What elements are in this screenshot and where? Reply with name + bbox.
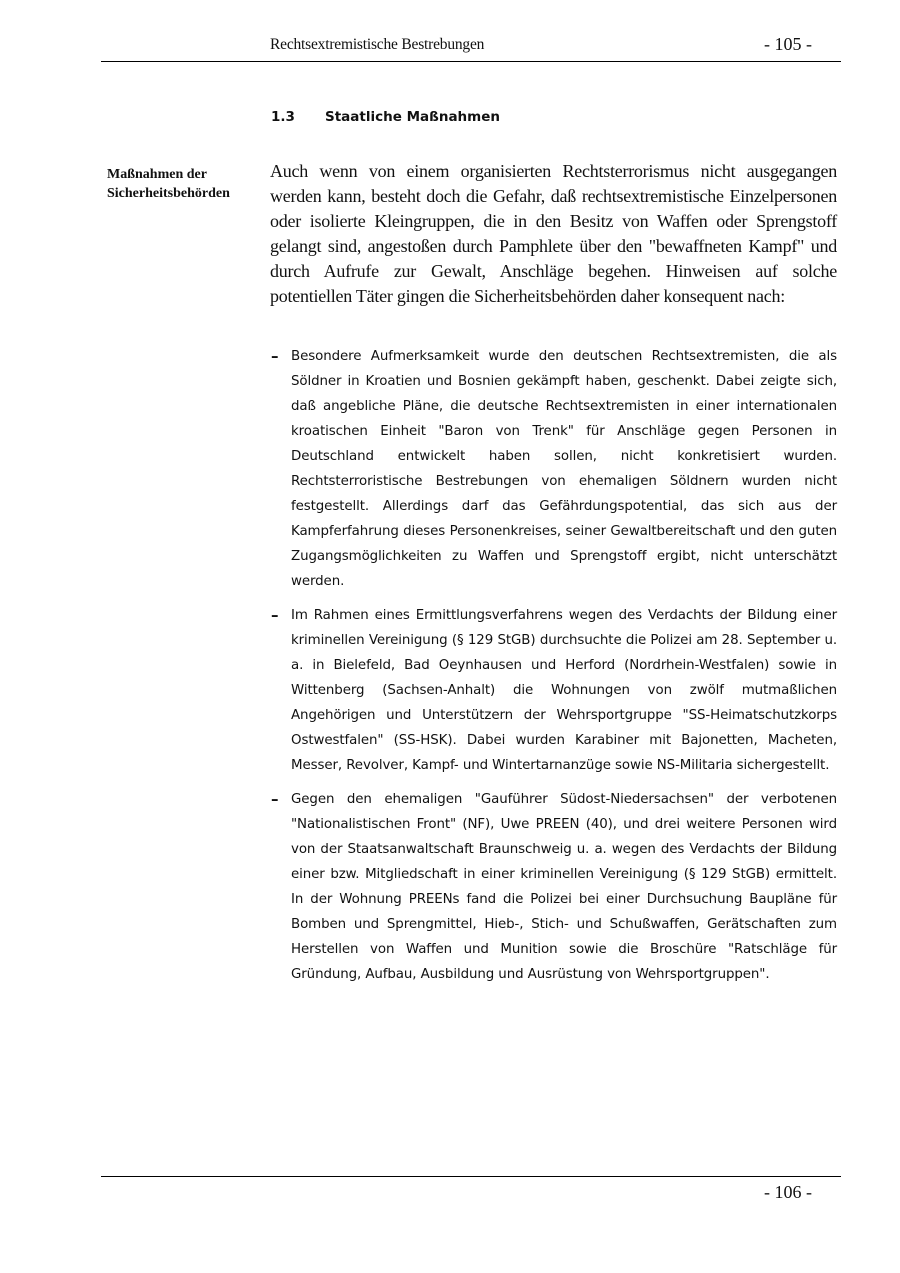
footer-page-number: - 106 - <box>764 1182 812 1202</box>
list-item-text: Im Rahmen eines Ermittlungsverfahrens wegen des Verdachts der Bildung einer kriminellen Vereinigung (§ 129 StGB) durchsuchte die Polizei am 28. September u. a. in Bielefeld, Bad Oeynhausen und Herford (Nordrhein-Westfalen) sowie in Wittenberg (Sachsen-Anhalt) die Wohnungen von zwölf mutmaßlichen Angehörigen und Unterstützern der Wehrsportgruppe "SS-Heimatschutzkorps Ostwestfalen" (SS-HSK). Dabei wurden Karabiner mit Bajonetten, Macheten, Messer, Revolver, Kampf- und Wintertarnanzüge sowie NS-Militaria sichergestellt. <box>291 608 837 773</box>
list-item-text: Besondere Aufmerksamkeit wurde den deutschen Rechtsextremisten, die als Söldner in Kroatien und Bosnien gekämpft haben, geschenkt. Dabei zeigte sich, daß angebliche Pläne, die deutsche Rechtsextremisten in einer internationalen kroatischen Einheit "Baron von Trenk" für Anschläge gegen Personen in Deutschland entwickelt haben sollen, nicht konkretisiert wurden. Rechtsterroristische Bestrebungen von ehemaligen Söldnern wurden nicht festgestellt. Allerdings darf das Gefährdungspotential, das sich aus der Kampferfahrung dieses Personenkreises, seiner Gewaltbereitschaft und den guten Zugangsmöglichkeiten zu Waffen und Sprengstoff ergibt, nicht unterschätzt werden. <box>291 349 837 589</box>
intro-paragraph: Auch wenn von einem organisierten Rechtsterrorismus nicht ausgegangen werden kann, besteht doch die Gefahr, daß rechtsextremistische Einzelpersonen oder isolierte Kleingruppen, die in den Besitz von Waffen oder Sprengstoff gelangt sind, angestoßen durch Pamphlete über den "bewaffneten Kampf" und durch Aufrufe zur Gewalt, Anschläge begehen. Hinweisen auf solche potentiellen Täter gingen die Sicherheitsbehörden daher konsequent nach: <box>270 161 837 306</box>
running-title: Rechtsextremistische Bestrebungen <box>270 36 485 53</box>
section-title: Staatliche Maßnahmen <box>325 109 500 125</box>
list-item <box>269 344 837 594</box>
header-divider <box>101 61 841 62</box>
list-item <box>269 787 837 987</box>
margin-note-line-2: Sicherheitsbehörden <box>107 186 230 201</box>
footer-divider <box>101 1176 841 1177</box>
section-heading <box>271 109 500 125</box>
list-item-text: Gegen den ehemaligen "Gauführer Südost-Niedersachsen" der verbotenen "Nationalistischen Front" (NF), Uwe PREEN (40), und drei weitere Personen wird von der Staatsanwaltschaft Braunschweig u. a. wegen des Verdachts der Bildung einer bzw. Mitgliedschaft in einer kriminellen Vereinigung (§ 129 StGB) ermittelt. In der Wohnung PREENs fand die Polizei bei einer Durchsuchung Baupläne für Bomben und Sprengmittel, Hieb-, Stich- und Schußwaffen, Gerätschaften zum Herstellen von Waffen und Munition sowie die Broschüre "Ratschläge für Gründung, Aufbau, Ausbildung und Ausrüstung von Wehrsportgruppen". <box>291 792 837 982</box>
margin-note-line-1: Maßnahmen der <box>107 167 207 182</box>
bullet-marker: – <box>271 347 279 365</box>
bullet-list <box>269 344 837 996</box>
bullet-marker: – <box>271 790 279 808</box>
header-page-number: - 105 - <box>764 34 812 54</box>
list-item <box>269 603 837 778</box>
section-number: 1.3 <box>271 109 295 125</box>
bullet-marker: – <box>271 606 279 624</box>
margin-note <box>107 165 257 203</box>
